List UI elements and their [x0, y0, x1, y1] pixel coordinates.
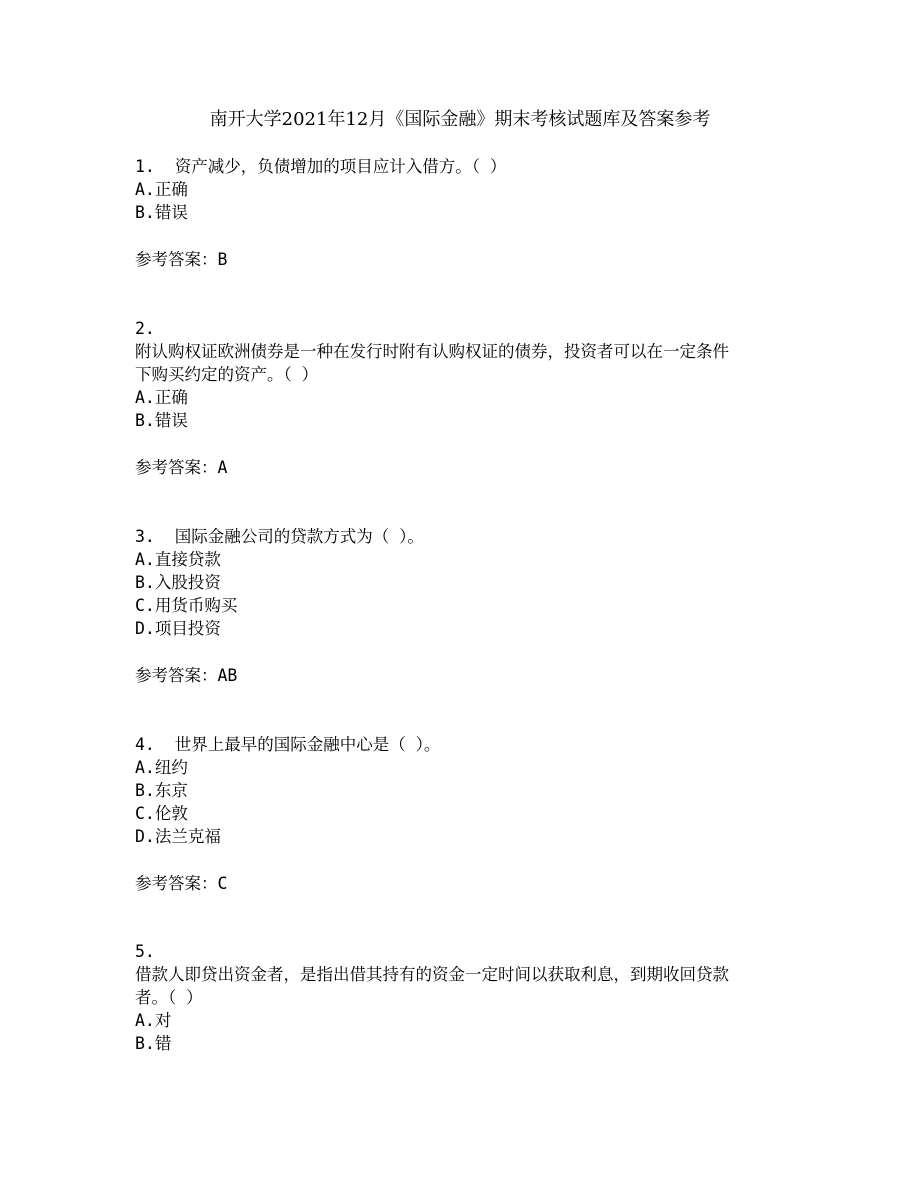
- question-1: [135, 156, 506, 178]
- document-title: 南开大学2021年12月《国际金融》期末考核试题库及答案参考: [209, 109, 711, 130]
- option-a: A.正确: [135, 388, 188, 407]
- answer-label: 参考答案：: [135, 458, 218, 477]
- question-text-5-line-2: 者。（ ）: [135, 988, 203, 1007]
- question-number: 1.: [135, 157, 155, 176]
- option-c: C.用货币购买: [135, 596, 238, 615]
- question-4: [135, 734, 440, 756]
- question-number: 4.: [135, 735, 155, 754]
- option-b: B.错误: [135, 411, 188, 430]
- answer-4: [135, 873, 227, 895]
- option-b: B.东京: [135, 781, 188, 800]
- answer-2: [135, 457, 227, 479]
- question-text-2-line-1: 附认购权证欧洲债券是一种在发行时附有认购权证的债券，投资者可以在一定条件: [135, 342, 729, 361]
- question-text: 世界上最早的国际金融中心是（ ）。: [174, 735, 441, 754]
- answer-value: B: [217, 250, 228, 269]
- option-c: C.伦敦: [135, 804, 188, 823]
- option-b: B.入股投资: [135, 573, 221, 592]
- option-a: A.纽约: [135, 758, 188, 777]
- option-b: B.错: [135, 1034, 172, 1053]
- option-a: A.对: [135, 1011, 172, 1030]
- question-number-2: 2.: [135, 319, 155, 338]
- answer-value: C: [217, 874, 228, 893]
- answer-value: A: [217, 458, 228, 477]
- question-3: [135, 526, 424, 548]
- question-text: 国际金融公司的贷款方式为（ ）。: [174, 527, 424, 546]
- question-text-2-line-2: 下购买约定的资产。（ ）: [135, 365, 319, 384]
- question-number: 3.: [135, 527, 155, 546]
- answer-label: 参考答案：: [135, 250, 218, 269]
- answer-label: 参考答案：: [135, 666, 218, 685]
- question-number-5: 5.: [135, 942, 155, 961]
- option-a: A.直接贷款: [135, 550, 221, 569]
- answer-3: [135, 665, 237, 687]
- question-text-5-line-1: 借款人即贷出资金者，是指出借其持有的资金一定时间以获取利息，到期收回贷款: [135, 965, 729, 984]
- answer-1: [135, 249, 227, 271]
- answer-label: 参考答案：: [135, 874, 218, 893]
- option-a: A.正确: [135, 180, 188, 199]
- question-text: 资产减少，负债增加的项目应计入借方。（ ）: [174, 157, 507, 176]
- answer-value: AB: [217, 666, 238, 685]
- option-d: D.项目投资: [135, 619, 221, 638]
- option-b: B.错误: [135, 203, 188, 222]
- option-d: D.法兰克福: [135, 827, 221, 846]
